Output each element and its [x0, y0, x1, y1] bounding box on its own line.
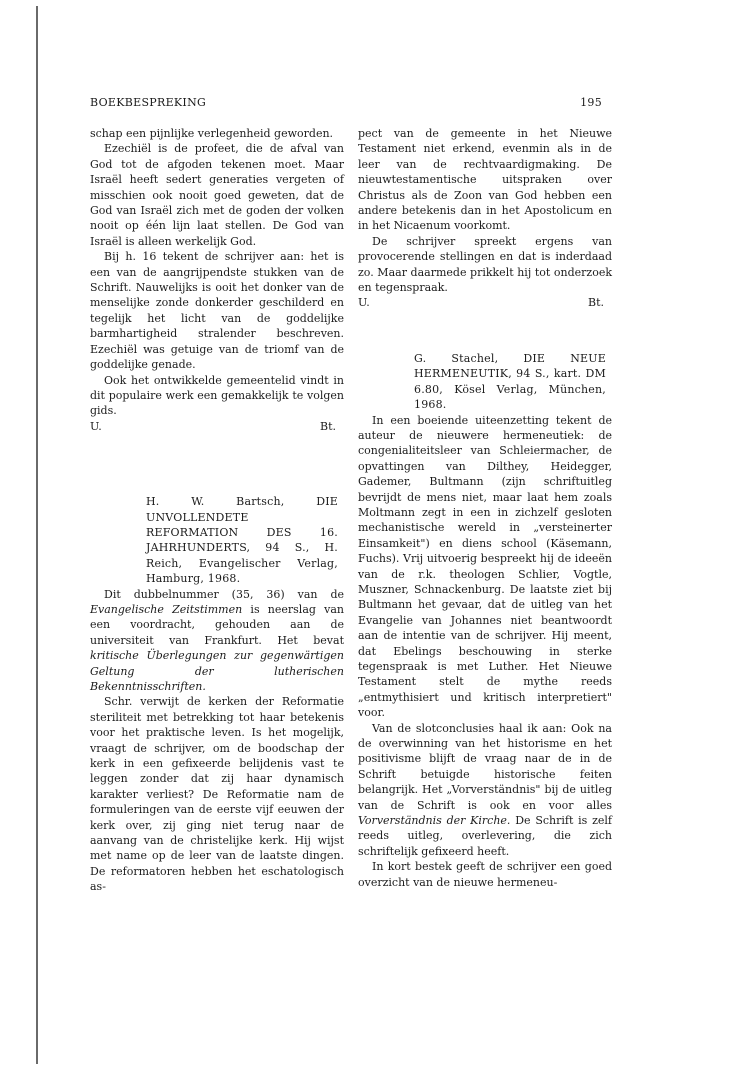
paragraph: Bij h. 16 tekent de schrijver aan: het is een van de aangrijpendste stukken van de Schrift. Nauwelijks is ooit het donker van de menselijke zonde donkerder geschilderd en tegelijk het licht van de goddelijke barmhartigheid stralender beschreven. Ezechiël was getuige van de triomf van de goddelijke genade.: [90, 250, 344, 372]
italic-title: kritische Überlegungen zur gegenwärtigen Geltung der lutherischen Bekenntnisschriften.: [90, 649, 344, 693]
text-run: Van de slotconclusies haal ik aan: Ook na de overwinning van het historisme en het positivisme blijft de vraag naar de in de Schrift betuigde historische feiten belangrijk. Het „Vorverständnis" bij de uitleg van de Schrift is ook en voor alles: [358, 721, 612, 812]
page-number: 195: [580, 96, 602, 109]
signature-initial: U.: [90, 419, 102, 433]
left-column: [90, 126, 344, 895]
page-binding-edge: [36, 6, 38, 1064]
paragraph: [358, 721, 612, 860]
paragraph: Ook het ontwikkelde gemeentelid vindt in dit populaire werk een gemakkelijk te volgen gids.: [90, 373, 344, 418]
text-run: is neerslag van een voordracht, gehouden aan de universiteit van Frankfurt. Het bevat: [90, 602, 344, 647]
running-header-title: BOEKBESPREKING: [90, 96, 207, 109]
review-signature: [90, 419, 344, 434]
paragraph: [90, 587, 344, 695]
book-reference: G. Stachel, DIE NEUE HERMENEUTIK, 94 S., kart. DM 6.80, Kösel Verlag, München, 1968.: [414, 351, 606, 412]
signature-author: Bt.: [587, 296, 604, 310]
book-reference: H. W. Bartsch, DIE UNVOLLENDETE REFORMATION DES 16. JAHRHUNDERTS, 94 S., H. Reich, Evangelischer Verlag, Hamburg, 1968.: [146, 495, 338, 586]
right-column: [358, 126, 612, 890]
paragraph: Schr. verwijt de kerken der Reformatie steriliteit met betrekking tot haar betekenis voor het praktische leven. Is het mogelijk, vraagt de schrijver, om de boodschap der kerk in een gefixeerde belijdenis vast te leggen zonder dat zij haar dynamisch karakter verliest? De Reformatie nam de formuleringen van de eerste vijf eeuwen der kerk over, zij ging niet terug naar de aanvang van de christelijke kerk. Hij wijst met name op de leer van de laatste dingen. De reformatoren hebben het eschatologisch as-: [90, 695, 344, 894]
italic-title: Vorverständnis der Kirche.: [358, 814, 511, 828]
signature-author: Bt.: [319, 419, 336, 433]
paragraph: In een boeiende uiteenzetting tekent de auteur de nieuwere hermeneutiek: de congenialiteitsleer van Schleiermacher, de opvattingen van Dilthey, Heidegger, Gademer, Bultmann (zijn schriftuitleg bevrijdt de mens niet, maar laat hem zoals Moltmann zegt in een in zichzelf gesloten mechanistische wereld in „versteinerter Einsamkeit") en diens school (Käsemann, Fuchs). Vrij uitvoerig bespreekt hij de ideeën van de r.k. theologen Schlier, Vogtle, Muszner, Schnackenburg. De laatste ziet bij Bultmann het gevaar, dat de uitleg van het Evangelie van Johannes niet beantwoordt aan de intentie van de schrijver. Hij meent, dat Ebelings beschouwing in sterke tegenspraak is met Luther. Het Nieuwe Testament stelt de mythe reeds „entmythisiert und kritisch interpretiert" voor.: [358, 413, 612, 720]
text-run: Dit dubbelnummer (35, 36) van de: [104, 587, 344, 601]
text-run: De Schrift is zelf reeds uitleg, overlevering, die zich schriftelijk gefixeerd heeft.: [358, 814, 612, 858]
paragraph: De schrijver spreekt ergens van provocerende stellingen en dat is inderdaad zo. Maar daarmede prikkelt hij tot onderzoek en tegenspraak.: [358, 234, 612, 295]
paragraph: Ezechiël is de profeet, die de afval van God tot de afgoden tekenen moet. Maar Israël heeft sedert generaties vergeten of misschien ook nooit goed geweten, dat de God van Israël zich met de goden der volken nooit op één lijn laat stellen. De God van Israël is alleen werkelijk God.: [90, 142, 344, 248]
paragraph: schap een pijnlijke verlegenheid geworden.: [90, 127, 334, 140]
signature-initial: U.: [358, 296, 370, 310]
paragraph: In kort bestek geeft de schrijver een goed overzicht van de nieuwe hermeneu-: [358, 860, 612, 889]
review-signature: [358, 295, 612, 310]
paragraph: pect van de gemeente in het Nieuwe Testament niet erkend, evenmin als in de leer van de rechtvaardigmaking. De nieuwtestamentische uitspraken over Christus als de Zoon van God hebben een andere betekenis dan in het Apostolicum en in het Nicaenum voorkomt.: [358, 127, 612, 233]
italic-title: Evangelische Zeitstimmen: [90, 602, 243, 616]
